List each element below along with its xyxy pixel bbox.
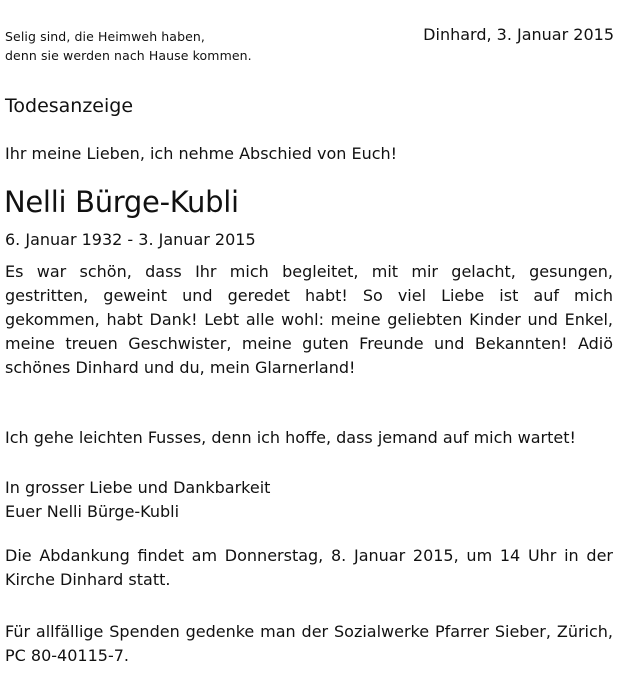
closing-line-2: Euer Nelli Bürge-Kubli (5, 502, 180, 521)
deceased-name: Nelli Bürge-Kubli (4, 185, 239, 219)
funeral-service-paragraph: Die Abdankung findet am Donnerstag, 8. Januar 2015, um 14 Uhr in der Kirche Dinhard statt. (5, 546, 613, 589)
motto-line-1: Selig sind, die Heimweh haben, (5, 29, 205, 44)
farewell-line: Ihr meine Lieben, ich nehme Abschied von Euch! (5, 144, 398, 163)
hope-paragraph: Ich gehe leichten Fusses, denn ich hoffe, dass jemand auf mich wartet! (5, 428, 576, 447)
farewell-paragraph: Es war schön, dass Ihr mich begleitet, mit mir gelacht, gesungen, gestritten, geweint und geredet habt! So viel Liebe ist auf mich gekommen, habt Dank! Lebt alle wohl: meine geliebten Kinder und Enkel, meine treuen Geschwister, meine guten Freunde und Bekannten! Adiö schönes Dinhard und du, mein Glarnerland! (5, 262, 613, 377)
place-and-date: Dinhard, 3. Januar 2015 (423, 25, 614, 44)
closing-signature (5, 476, 613, 524)
motto-quote (5, 27, 252, 65)
closing-line-1: In grosser Liebe und Dankbarkeit (5, 478, 271, 497)
donations-paragraph: Für allfällige Spenden gedenke man der Sozialwerke Pfarrer Sieber, Zürich, PC 80-40115-7. (5, 622, 613, 665)
motto-line-2: denn sie werden nach Hause kommen. (5, 48, 252, 63)
life-dates: 6. Januar 1932 - 3. Januar 2015 (5, 230, 256, 249)
notice-heading: Todesanzeige (5, 95, 134, 117)
